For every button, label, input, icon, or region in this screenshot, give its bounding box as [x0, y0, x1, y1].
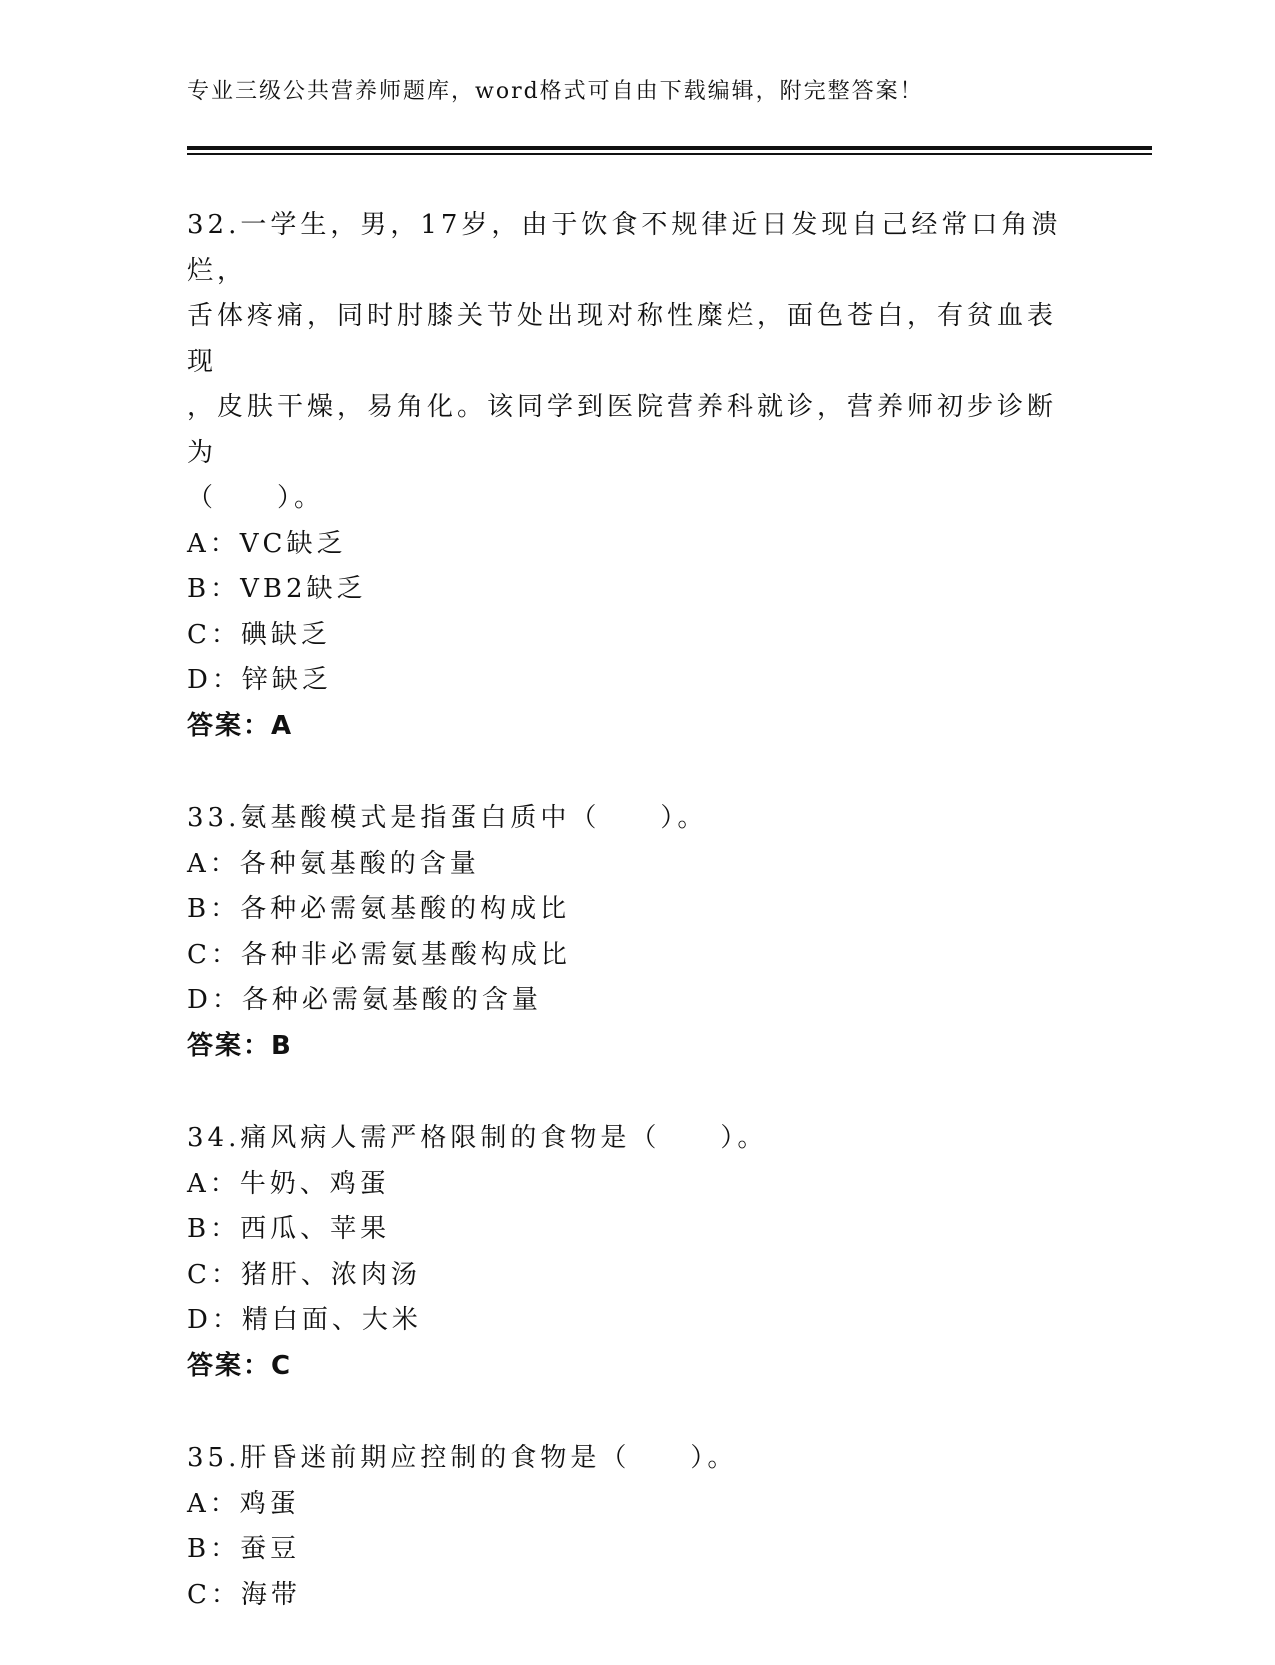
option-a: A：牛奶、鸡蛋: [187, 1168, 390, 1199]
option-a: A：鸡蛋: [187, 1488, 300, 1519]
option-c: C：猪肝、浓肉汤: [187, 1259, 421, 1290]
option-d: D：锌缺乏: [187, 665, 332, 695]
question-34: [187, 1116, 1077, 1389]
question-33: [187, 796, 1077, 1069]
question-stem-line: 33.氨基酸模式是指蛋白质中（ ）。: [187, 803, 708, 833]
option-b: B：西瓜、苹果: [187, 1214, 391, 1244]
question-stem-line: ，皮肤干燥，易角化。该同学到医院营养科就诊，营养师初步诊断为: [187, 392, 1058, 468]
question-stem-line: 32.一学生，男，17岁，由于饮食不规律近日发现自己经常口角溃烂，: [187, 210, 1062, 286]
answer-label: 答案：C: [187, 1350, 293, 1381]
option-c: C：海带: [187, 1579, 301, 1610]
option-a: A：各种氨基酸的含量: [187, 848, 480, 879]
question-stem-line: 34.痛风病人需严格限制的食物是（ ）。: [187, 1123, 768, 1153]
option-b: B：蚕豆: [187, 1534, 301, 1564]
question-32: [187, 203, 1077, 749]
option-d: D：精白面、大米: [187, 1305, 422, 1335]
answer-label: 答案：A: [187, 710, 294, 741]
option-c: C：各种非必需氨基酸构成比: [187, 939, 571, 970]
question-stem-line: 35.肝昏迷前期应控制的食物是（ ）。: [187, 1443, 738, 1473]
answer-label: 答案：B: [187, 1030, 293, 1061]
question-35: [187, 1436, 1077, 1618]
header-divider-thin: [187, 153, 1152, 155]
option-c: C：碘缺乏: [187, 619, 331, 650]
header-divider-thick: [187, 146, 1152, 150]
option-a: A：VC缺乏: [187, 528, 347, 559]
page-header-title: 专业三级公共营养师题库，word格式可自由下载编辑，附完整答案！: [187, 79, 924, 104]
option-d: D：各种必需氨基酸的含量: [187, 985, 542, 1015]
question-stem-line: 舌体疼痛，同时肘膝关节处出现对称性糜烂，面色苍白，有贫血表现: [187, 301, 1058, 377]
option-b: B：各种必需氨基酸的构成比: [187, 894, 571, 924]
option-b: B：VB2缺乏: [187, 574, 367, 604]
question-list: [187, 203, 1077, 1665]
question-stem-line: （ ）。: [187, 483, 325, 513]
